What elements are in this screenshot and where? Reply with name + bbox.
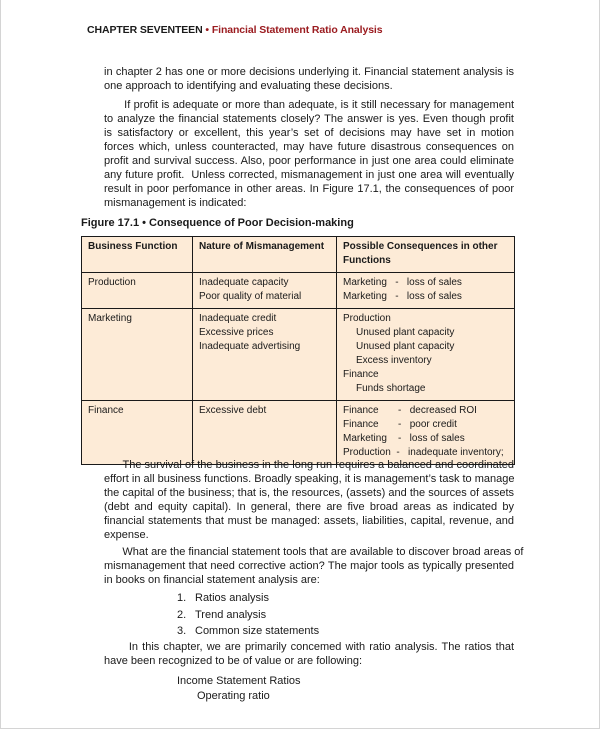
tools-list bbox=[177, 590, 319, 640]
consequences-cell bbox=[337, 309, 515, 401]
consequence-table bbox=[81, 236, 515, 465]
paragraph-chapter bbox=[104, 640, 514, 668]
text-line: mismanagement is indicated: bbox=[104, 197, 247, 209]
ratios-list bbox=[177, 674, 301, 704]
list-item bbox=[177, 607, 319, 624]
ratio-item: Operating ratio bbox=[197, 690, 270, 702]
column-header: Nature of Mismanagement bbox=[193, 237, 337, 273]
text-line: What are the financial statement tools that are available to discover broad areas of bbox=[104, 546, 524, 558]
text-line: profit and survival success. Also, poor performance in just one area could eliminate bbox=[104, 155, 514, 167]
list-number: 2. bbox=[177, 608, 187, 621]
text-line: The survival of the business in the long run requires a balanced and coordinated bbox=[104, 459, 514, 471]
mismanagement-item: Poor quality of material bbox=[199, 291, 302, 302]
text-line: (debt and equity capital). In general, there are five broad areas as indicated by bbox=[104, 501, 514, 513]
text-line: result in poor perfomance in other areas. In Figure 17.1, the consequences of poor bbox=[104, 183, 514, 195]
consequence-item: Unused plant capacity bbox=[356, 341, 455, 352]
paragraph-intro bbox=[104, 65, 514, 93]
list-number: 3. bbox=[177, 625, 187, 637]
chapter-label: CHAPTER SEVENTEEN bbox=[87, 24, 203, 36]
text-line: is satisfactory or excellent, this year’s set of decisions may have set in motion bbox=[104, 127, 514, 139]
text-line: forces which, unless counteracted, may have future disastrous consequences on bbox=[104, 141, 514, 153]
list-label: Trend analysis bbox=[195, 608, 267, 621]
text-line: If profit is adequate or more than adequate, is it still necessary for management bbox=[104, 99, 514, 111]
ratios-heading: Income Statement Ratios bbox=[177, 675, 301, 687]
mismanagement-item: Inadequate capacity bbox=[199, 277, 289, 288]
consequence-item: Finance - poor credit bbox=[343, 419, 457, 430]
consequence-item: Marketing - loss of sales bbox=[343, 433, 465, 444]
business-function-cell: Production bbox=[82, 273, 193, 309]
text-line: the capital of the business; that is, the resources, (assets) and the sources of assets bbox=[104, 487, 514, 499]
list-label: Ratios analysis bbox=[195, 592, 269, 604]
paragraph-tools bbox=[104, 545, 524, 587]
text-line: have been recognized to be of value or are following: bbox=[104, 655, 363, 667]
business-function-cell: Finance bbox=[82, 401, 193, 465]
mismanagement-item: Inadequate credit bbox=[199, 313, 277, 324]
column-header: Business Function bbox=[82, 237, 193, 273]
paragraph-profit bbox=[104, 98, 514, 210]
list-item bbox=[177, 590, 319, 607]
table-row bbox=[82, 273, 515, 309]
mismanagement-cell bbox=[193, 401, 337, 465]
mismanagement-item: Excessive prices bbox=[199, 327, 274, 338]
paragraph-survival bbox=[104, 458, 514, 542]
running-header bbox=[87, 24, 383, 36]
list-number: 1. bbox=[177, 592, 187, 604]
consequence-item: Excess inventory bbox=[356, 355, 432, 366]
text-line: in chapter 2 has one or more decisions underlying it. Financial statement analysis is bbox=[104, 66, 514, 78]
consequence-item: Funds shortage bbox=[356, 383, 426, 394]
text-line: one approach to identifying and evaluating these decisions. bbox=[104, 80, 393, 92]
mismanagement-item: Excessive debt bbox=[199, 405, 267, 416]
consequences-cell bbox=[337, 401, 515, 465]
consequence-item: Finance - decreased ROI bbox=[343, 405, 477, 416]
mismanagement-cell bbox=[193, 273, 337, 309]
table-row bbox=[82, 309, 515, 401]
business-function-cell: Marketing bbox=[82, 309, 193, 401]
text-line: mismanagement that need corrective action? The major tools as typically presented bbox=[104, 560, 514, 572]
chapter-title: Financial Statement Ratio Analysis bbox=[211, 24, 383, 36]
text-line: to analyze the financial statements closely? The answer is yes. Even though profit bbox=[104, 113, 514, 125]
text-line: in books on financial statement analysis are: bbox=[104, 574, 320, 586]
mismanagement-item: Inadequate advertising bbox=[199, 341, 301, 352]
column-header: Possible Consequences in other Functions bbox=[337, 237, 515, 273]
consequence-item: Marketing - loss of sales bbox=[343, 277, 462, 288]
consequence-item: Marketing - loss of sales bbox=[343, 291, 462, 302]
text-line: expense. bbox=[104, 529, 149, 541]
text-line: In this chapter, we are primarily concemed with ratio analysis. The ratios that bbox=[104, 641, 514, 653]
consequence-item: Production bbox=[343, 313, 391, 324]
text-line: any future profit. Unless corrected, mismanagement in just one area will eventually bbox=[104, 169, 514, 181]
table-header-row bbox=[82, 237, 515, 273]
table-row bbox=[82, 401, 515, 465]
text-line: effort in all business functions. Broadly speaking, it is management’s task to manage bbox=[104, 473, 515, 485]
text-line: financial statements that must be managed: assets, liabilities, capital, revenue, and bbox=[104, 515, 514, 527]
header-separator: • bbox=[205, 24, 209, 36]
consequence-item: Finance bbox=[343, 369, 379, 380]
list-item bbox=[177, 623, 319, 640]
consequence-item: Production - inadequate inventory; bbox=[343, 447, 504, 458]
consequence-item: Unused plant capacity bbox=[356, 327, 455, 338]
consequences-cell bbox=[337, 273, 515, 309]
figure-title: Figure 17.1 • Consequence of Poor Decision-making bbox=[81, 217, 354, 229]
list-label: Common size statements bbox=[195, 625, 320, 637]
mismanagement-cell bbox=[193, 309, 337, 401]
